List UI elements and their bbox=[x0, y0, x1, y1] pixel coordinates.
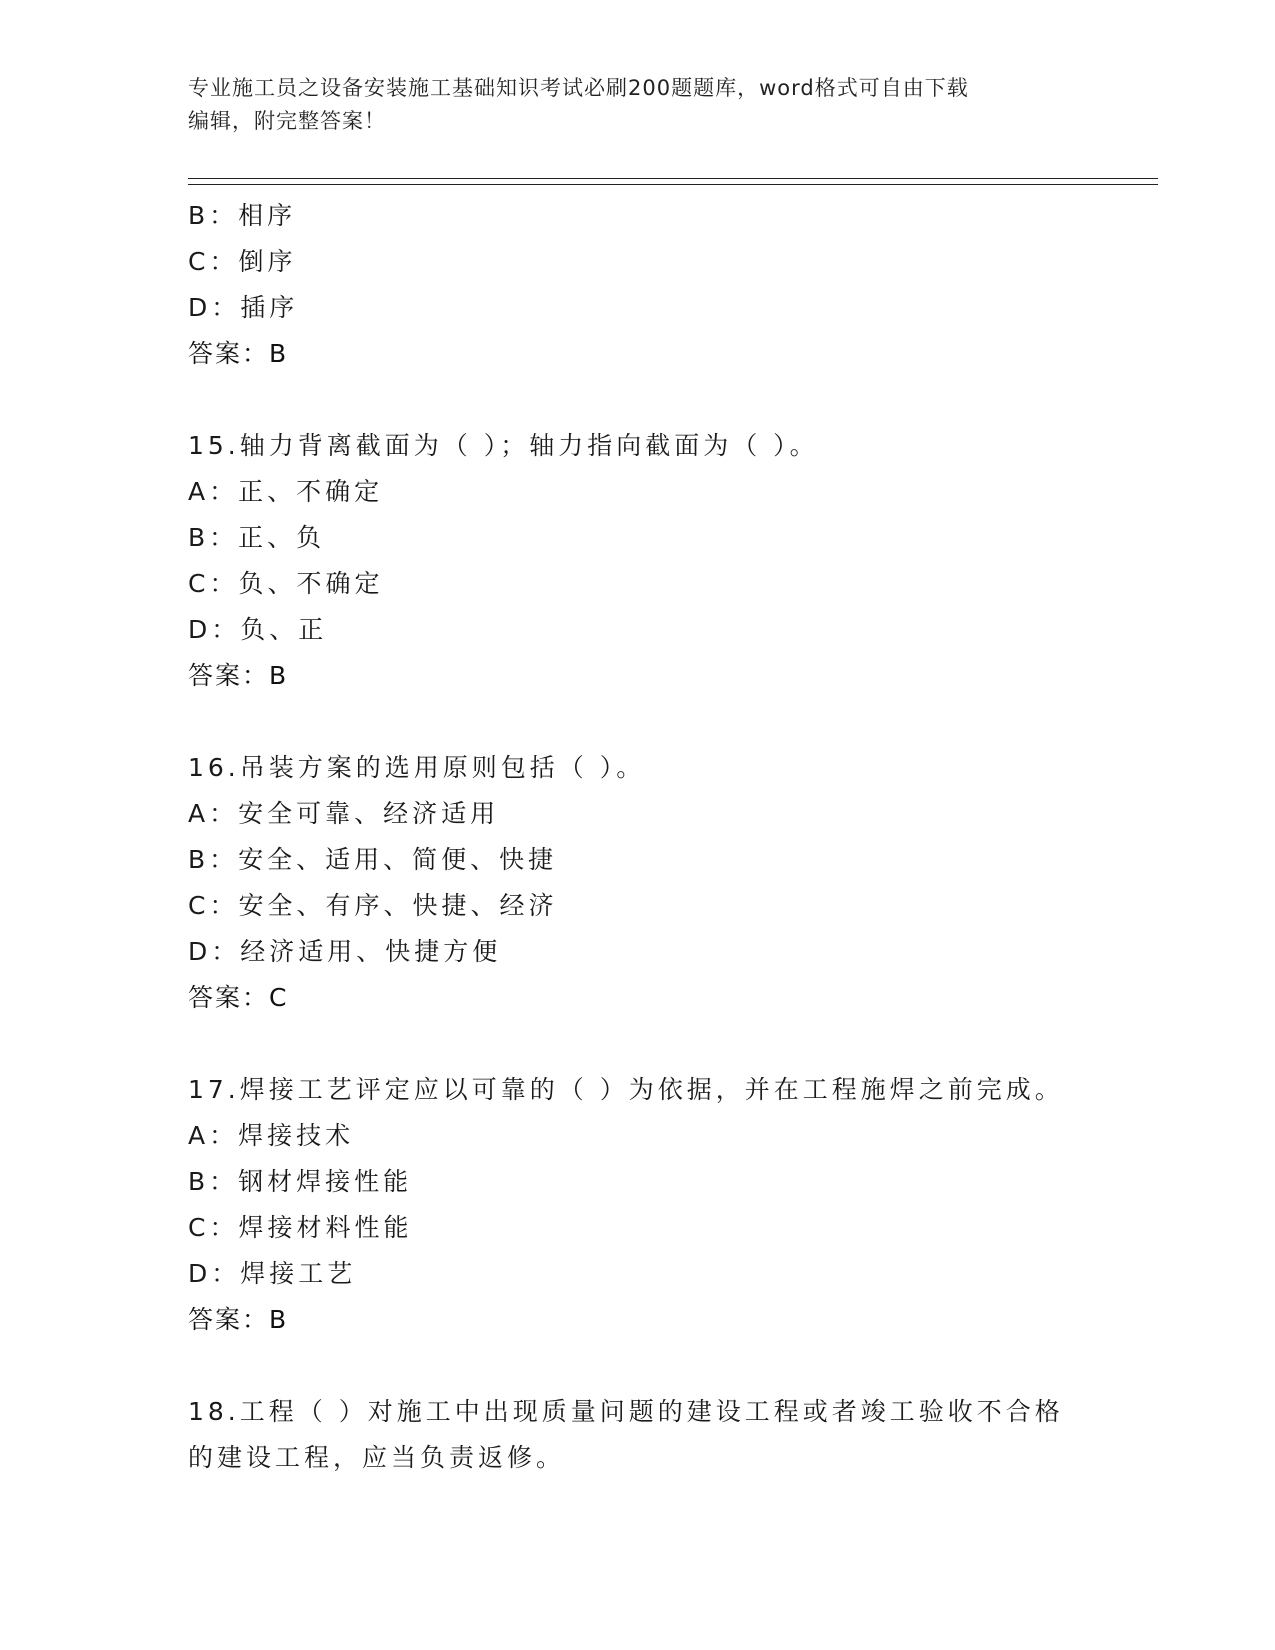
document-header bbox=[188, 72, 1088, 138]
option-a: A：焊接技术 bbox=[188, 1121, 355, 1150]
option-c: C：倒序 bbox=[188, 247, 297, 276]
question-text: 16.吊装方案的选用原则包括（ ）。 bbox=[188, 753, 646, 782]
header-divider-bottom bbox=[188, 184, 1158, 185]
option-d: D：插序 bbox=[188, 293, 299, 322]
option-d: D：焊接工艺 bbox=[188, 1259, 357, 1288]
option-b: B：钢材焊接性能 bbox=[188, 1167, 413, 1196]
answer-line: 答案：B bbox=[188, 339, 289, 368]
header-title-line-1: 专业施工员之设备安装施工基础知识考试必刷200题题库，word格式可自由下载 bbox=[188, 76, 969, 100]
question-16 bbox=[188, 745, 1148, 1021]
spacer bbox=[188, 1343, 1148, 1389]
spacer bbox=[188, 699, 1148, 745]
option-b: B：相序 bbox=[188, 201, 297, 230]
header-divider-top bbox=[188, 178, 1158, 179]
spacer bbox=[188, 1021, 1148, 1067]
option-c: C：安全、有序、快捷、经济 bbox=[188, 891, 558, 920]
header-title-line-2: 编辑，附完整答案！ bbox=[188, 109, 386, 133]
question-text: 17.焊接工艺评定应以可靠的（ ）为依据，并在工程施焊之前完成。 bbox=[188, 1075, 1064, 1104]
answer-line: 答案：B bbox=[188, 661, 289, 690]
option-c: C：负、不确定 bbox=[188, 569, 384, 598]
question-17 bbox=[188, 1067, 1148, 1343]
option-a: A：安全可靠、经济适用 bbox=[188, 799, 500, 828]
answer-line: 答案：B bbox=[188, 1305, 289, 1334]
question-text-line-1: 18.工程（ ）对施工中出现质量问题的建设工程或者竣工验收不合格 bbox=[188, 1397, 1064, 1426]
question-14-tail bbox=[188, 193, 1148, 377]
spacer bbox=[188, 377, 1148, 423]
option-b: B：正、负 bbox=[188, 523, 326, 552]
option-a: A：正、不确定 bbox=[188, 477, 384, 506]
question-15 bbox=[188, 423, 1148, 699]
option-c: C：焊接材料性能 bbox=[188, 1213, 413, 1242]
question-list bbox=[188, 193, 1148, 1481]
option-d: D：经济适用、快捷方便 bbox=[188, 937, 502, 966]
question-text: 15.轴力背离截面为（ ）；轴力指向截面为（ ）。 bbox=[188, 431, 819, 460]
question-18 bbox=[188, 1389, 1148, 1481]
option-b: B：安全、适用、简便、快捷 bbox=[188, 845, 558, 874]
question-text-line-2: 的建设工程，应当负责返修。 bbox=[188, 1443, 566, 1472]
option-d: D：负、正 bbox=[188, 615, 328, 644]
answer-line: 答案：C bbox=[188, 983, 289, 1012]
